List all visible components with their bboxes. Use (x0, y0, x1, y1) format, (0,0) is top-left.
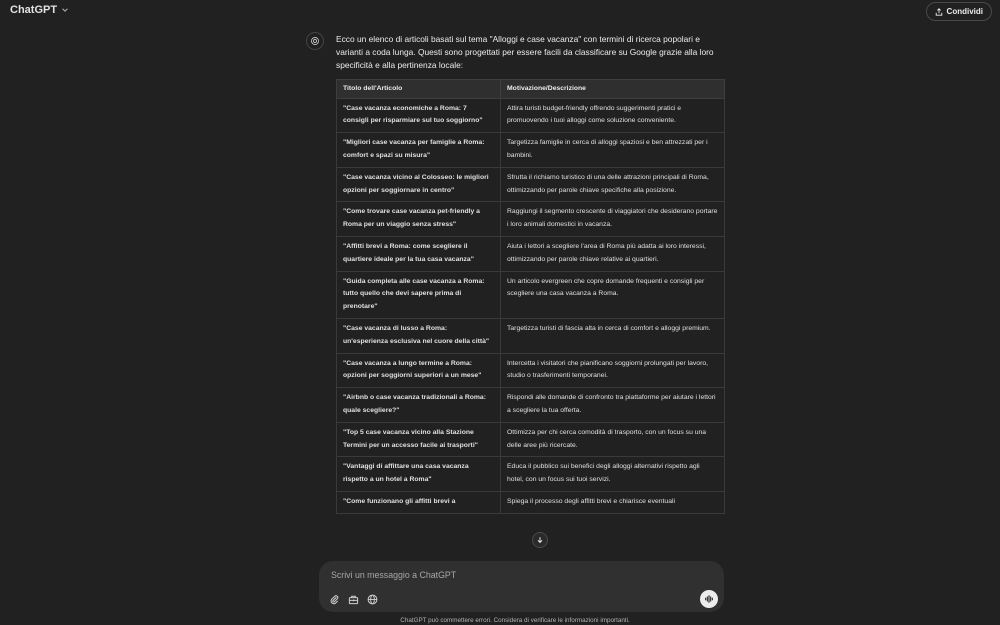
article-description-cell: Educa il pubblico sui benefici degli alloggi alternativi rispetto agli hotel, con un focus sui tuoi servizi. (501, 457, 725, 492)
article-description-cell: Un articolo evergreen che copre domande frequenti e consigli per scegliere una casa vacanza a Roma. (501, 271, 725, 318)
table-row (337, 491, 725, 513)
article-title-cell: "Migliori case vacanza per famiglie a Roma: comfort e spazi su misura" (337, 133, 501, 168)
article-title-cell: "Case vacanza vicino al Colosseo: le migliori opzioni per soggiornare in centro" (337, 167, 501, 202)
chevron-down-icon (61, 6, 69, 14)
table-row (337, 236, 725, 271)
article-description-cell: Intercetta i visitatori che pianificano soggiorni prolungati per lavoro, studio o trasferimenti temporanei. (501, 353, 725, 388)
content-fade (336, 540, 726, 562)
globe-icon[interactable] (365, 592, 379, 606)
article-title-cell: "Guida completa alle case vacanza a Roma: tutto quello che devi sapere prima di prenotare" (337, 271, 501, 318)
table-row (337, 167, 725, 202)
article-title-cell: "Affitti brevi a Roma: come scegliere il quartiere ideale per la tua casa vacanza" (337, 236, 501, 271)
share-button[interactable] (926, 2, 992, 21)
table-header-row (337, 79, 725, 98)
table-body (337, 98, 725, 513)
article-description-cell: Targetizza turisti di fascia alta in cerca di comfort e alloggi premium. (501, 318, 725, 353)
scroll-to-bottom-button[interactable] (532, 532, 548, 548)
article-description-cell: Attira turisti budget-friendly offrendo suggerimenti pratici e promuovendo i tuoi alloggi come soluzione conveniente. (501, 98, 725, 133)
message-intro: Ecco un elenco di articoli basati sul tema "Alloggi e case vacanza" con termini di ricerca popolari e varianti a coda lunga. Questi sono progettati per essere facili da classificare su Google grazie alla loro specificità e alla pertinenza locale: (336, 34, 714, 71)
article-description-cell: Rispondi alle domande di confronto tra piattaforme per aiutare i lettori a scegliere la tua offerta. (501, 388, 725, 423)
table-row (337, 98, 725, 133)
top-bar (0, 0, 1000, 24)
article-description-cell: Raggiungi il segmento crescente di viaggiatori che desiderano portare i loro animali domestici in vacanza. (501, 202, 725, 237)
share-icon (935, 8, 943, 16)
article-title-cell: "Airbnb o case vacanza tradizionali a Roma: quale scegliere?" (337, 388, 501, 423)
message-composer (319, 561, 724, 612)
column-header-title: Titolo dell'Articolo (337, 79, 501, 98)
table-row (337, 318, 725, 353)
article-title-cell: "Come funzionano gli affitti brevi a (337, 491, 501, 513)
model-selector[interactable] (10, 4, 69, 16)
article-description-cell: Sfrutta il richiamo turistico di una delle attrazioni principali di Roma, ottimizzando per parole chiave specifiche alla posizione. (501, 167, 725, 202)
footer-disclaimer: ChatGPT può commettere errori. Considera di verificare le informazioni importanti. (400, 617, 630, 624)
table-row (337, 353, 725, 388)
table-row (337, 457, 725, 492)
arrow-down-icon (536, 536, 544, 544)
article-title-cell: "Case vacanza di lusso a Roma: un'esperienza esclusiva nel cuore della città" (337, 318, 501, 353)
message-input[interactable] (329, 567, 693, 583)
table-row (337, 271, 725, 318)
voice-mode-button[interactable] (700, 590, 718, 608)
paperclip-icon[interactable] (327, 592, 341, 606)
model-name: ChatGPT (10, 4, 58, 16)
column-header-description: Motivazione/Descrizione (501, 79, 725, 98)
openai-logo-icon (306, 32, 324, 50)
article-title-cell: "Case vacanza a lungo termine a Roma: opzioni per soggiorni superiori a un mese" (337, 353, 501, 388)
article-title-cell: "Come trovare case vacanza pet-friendly a Roma per un viaggio senza stress" (337, 202, 501, 237)
share-label: Condividi (946, 7, 983, 16)
table-row (337, 388, 725, 423)
voice-waveform-icon (704, 594, 714, 604)
toolbox-icon[interactable] (346, 592, 360, 606)
table-row (337, 202, 725, 237)
table-row (337, 133, 725, 168)
article-description-cell: Spiega il processo degli affitti brevi e chiarisce eventuali (501, 491, 725, 513)
article-description-cell: Aiuta i lettori a scegliere l'area di Roma più adatta ai loro interessi, ottimizzando per parole chiave relative ai quartieri. (501, 236, 725, 271)
article-description-cell: Targetizza famiglie in cerca di alloggi spaziosi e ben attrezzati per i bambini. (501, 133, 725, 168)
articles-table (336, 79, 725, 514)
table-row (337, 422, 725, 457)
article-title-cell: "Vantaggi di affittare una casa vacanza rispetto a un hotel a Roma" (337, 457, 501, 492)
article-title-cell: "Case vacanza economiche a Roma: 7 consigli per risparmiare sul tuo soggiorno" (337, 98, 501, 133)
article-description-cell: Ottimizza per chi cerca comodità di trasporto, con un focus su una delle aree più ricercate. (501, 422, 725, 457)
assistant-message (336, 33, 726, 561)
article-title-cell: "Top 5 case vacanza vicino alla Stazione Termini per un accesso facile ai trasporti" (337, 422, 501, 457)
